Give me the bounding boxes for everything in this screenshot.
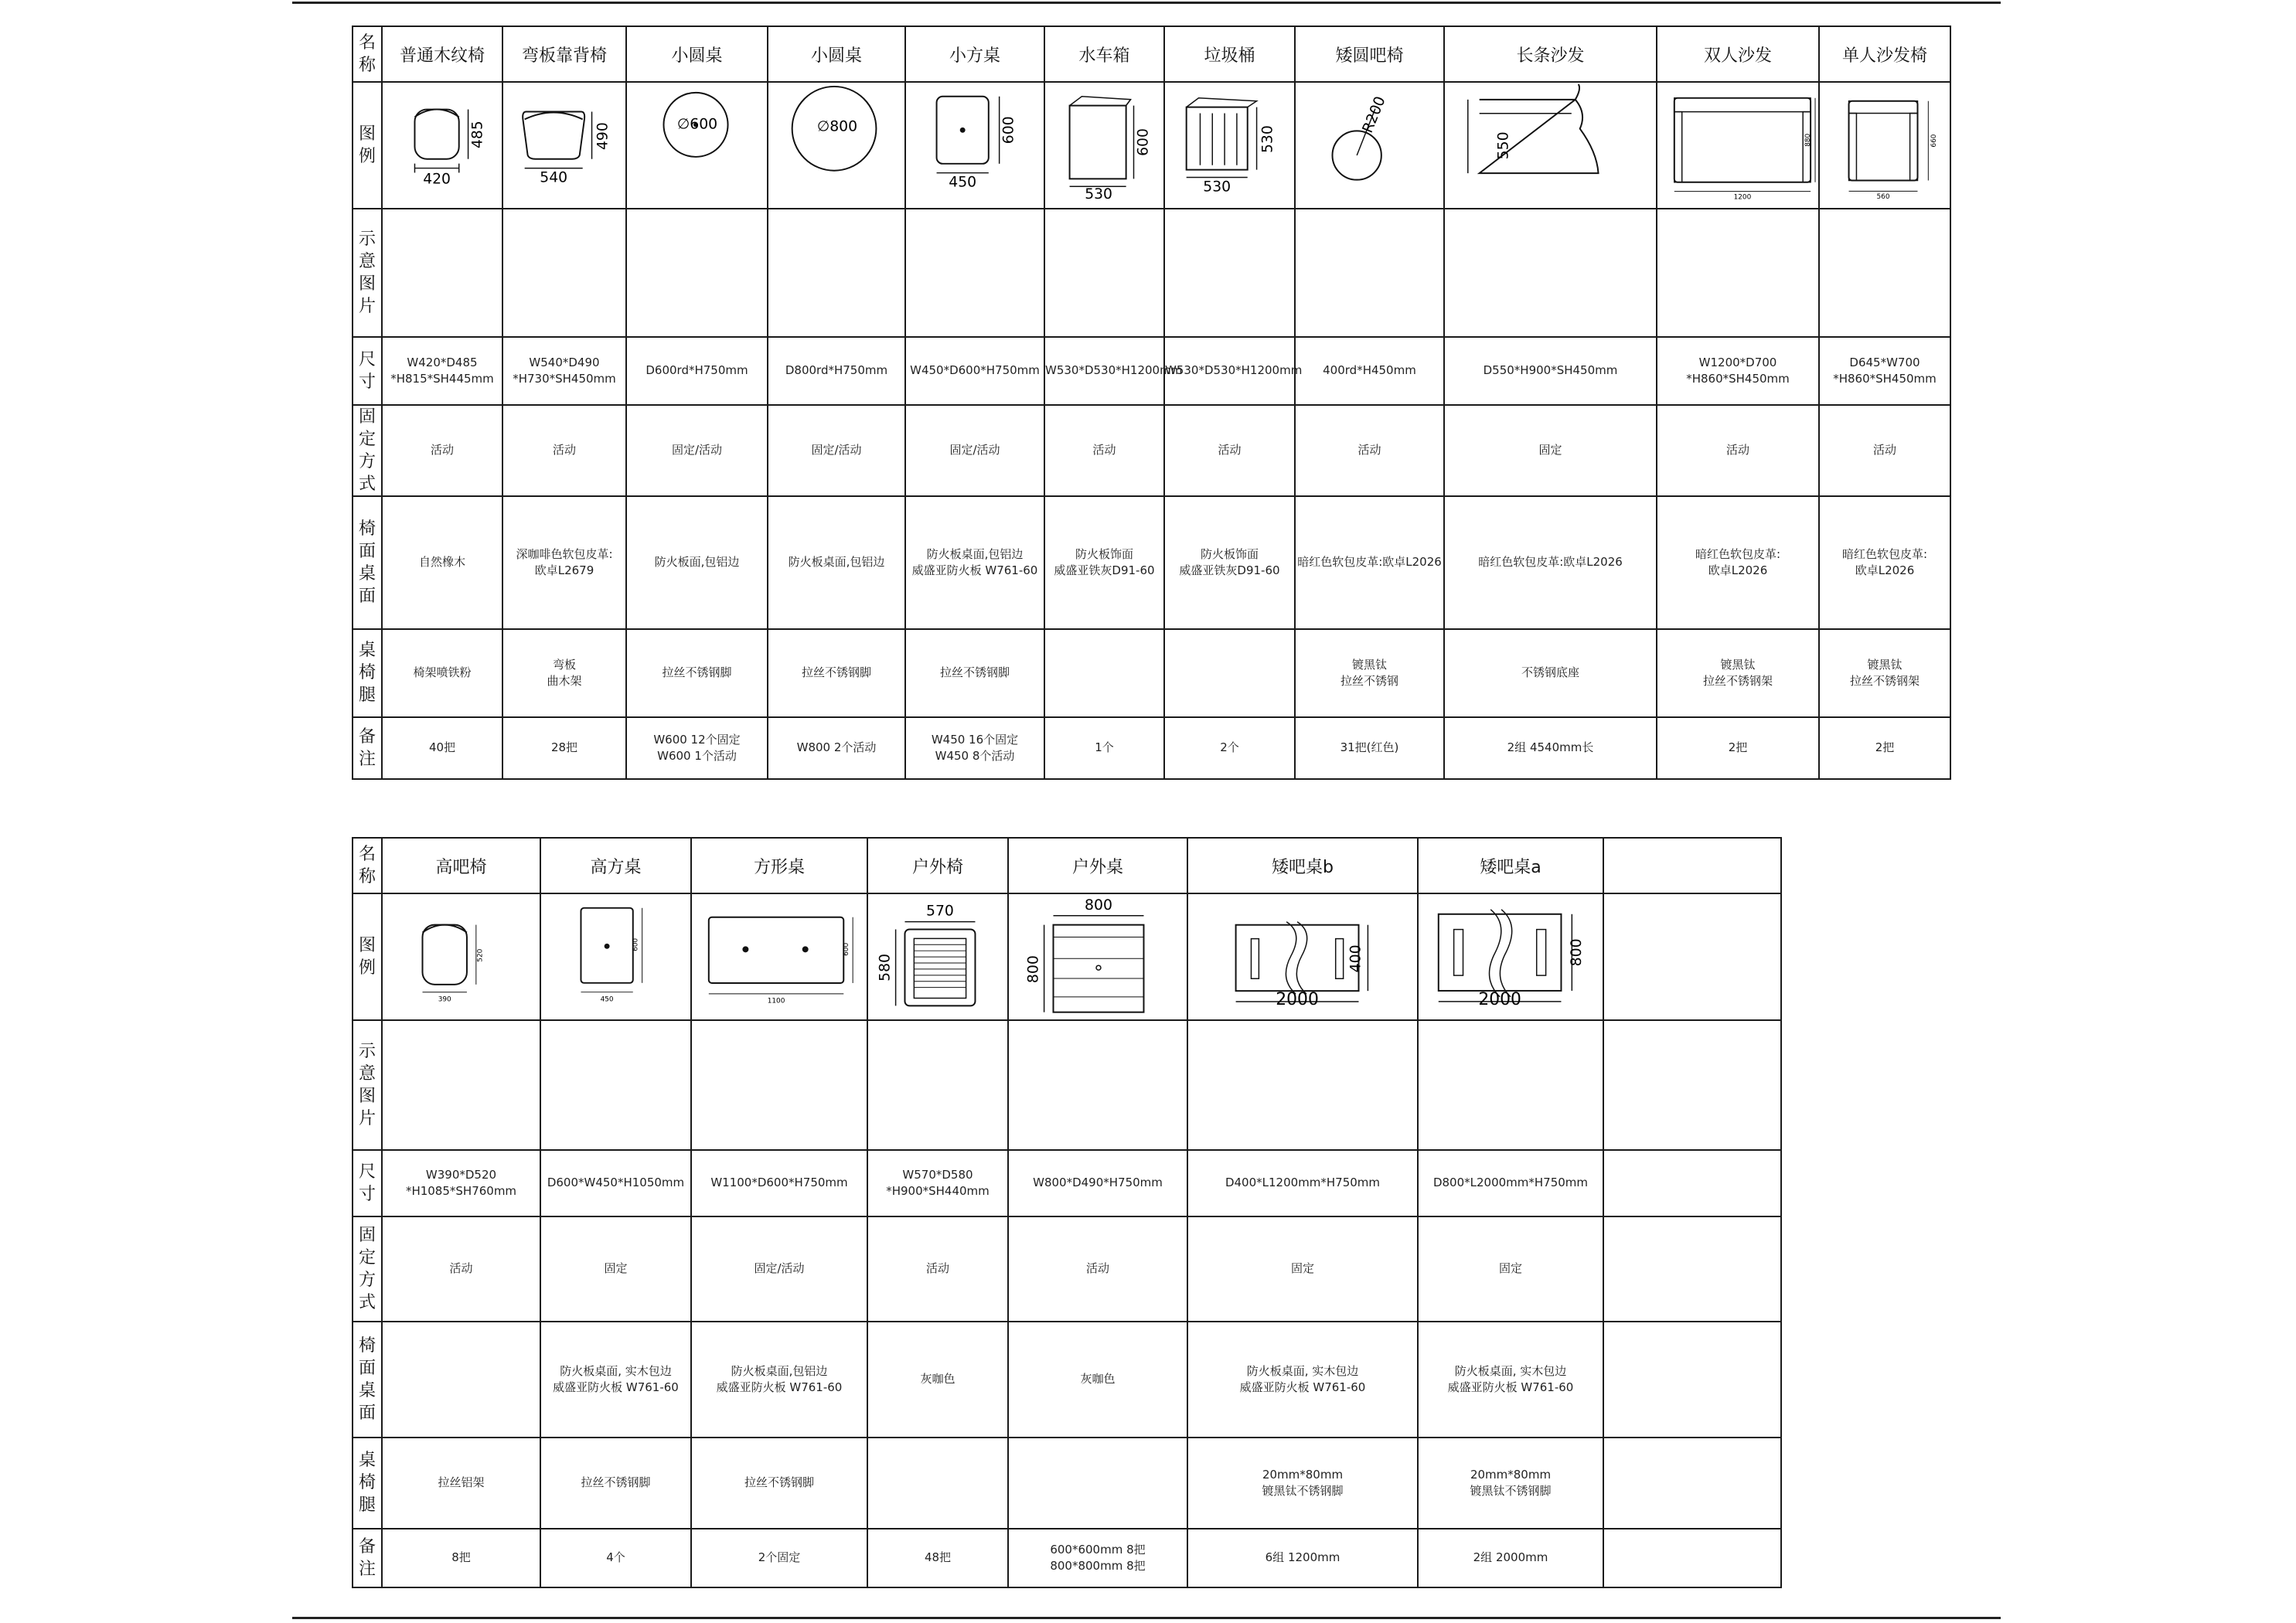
- legs-line: 20mm*80mm: [1262, 1467, 1344, 1482]
- fixing-value: 活动: [449, 1261, 473, 1276]
- round-table-plan-drawing: [627, 83, 767, 207]
- row-fixing: [353, 405, 1950, 496]
- row-legs: [353, 629, 1950, 717]
- row-label-size: 尺 寸: [353, 1150, 382, 1216]
- fixing-value: 活动: [1872, 443, 1896, 458]
- item-name: 双人沙发: [1703, 46, 1772, 66]
- legend-drawing-cell: [502, 82, 626, 209]
- fixing-value: 活动: [552, 443, 576, 458]
- surface-line: 欧卓L2026: [1708, 563, 1768, 577]
- dimension-label: 540: [540, 169, 568, 186]
- notes-line: 6组 1200mm: [1265, 1550, 1340, 1565]
- dimension-label: 580: [877, 954, 894, 982]
- notes-line: 2组 4540mm长: [1507, 740, 1594, 755]
- item-name: 单人沙发椅: [1841, 46, 1927, 66]
- row-label-notes: 备 注: [353, 1529, 382, 1587]
- item-name: 长条沙发: [1516, 46, 1585, 66]
- notes-line: W450 8个活动: [935, 748, 1015, 763]
- size-line: *H860*SH450mm: [1833, 371, 1937, 386]
- legend-drawing-cell: [1164, 82, 1295, 209]
- notes-line: W600 12个固定: [653, 732, 741, 747]
- legend-drawing-cell: [1187, 893, 1418, 1020]
- notes-line: 31把(红色): [1340, 740, 1399, 755]
- legs-line: 拉丝不锈钢架: [1849, 673, 1920, 688]
- row-notes: [353, 1529, 1781, 1587]
- item-name: 高方桌: [590, 857, 642, 877]
- size-line: D800*L2000mm*H750mm: [1432, 1176, 1589, 1190]
- surface-line: 威盛亚防火板 W761-60: [1239, 1380, 1366, 1394]
- legend-drawing-cell: [691, 893, 867, 1020]
- legend-drawing-cell: [382, 82, 502, 209]
- notes-line: W800 2个活动: [796, 740, 877, 755]
- fixing-value: 活动: [1092, 443, 1116, 458]
- row-size: [353, 1150, 1781, 1216]
- notes-line: 600*600mm 8把: [1050, 1542, 1146, 1557]
- row-label-notes: 备 注: [353, 717, 382, 779]
- surface-line: 暗红色软包皮革:欧卓L2026: [1297, 555, 1442, 570]
- dimension-label: 600: [843, 943, 851, 957]
- surface-line: 暗红色软包皮革:欧卓L2026: [1478, 555, 1623, 570]
- fixing-value: 固定: [1498, 1261, 1522, 1276]
- row-photo: [353, 1020, 1781, 1150]
- size-line: *H900*SH440mm: [886, 1183, 990, 1198]
- item-name: 高吧椅: [435, 857, 487, 877]
- dimension-label: 570: [926, 903, 954, 920]
- square-table-plan-drawing: [906, 83, 1044, 207]
- size-line: W420*D485: [407, 355, 478, 369]
- row-surface: [353, 496, 1950, 629]
- dimension-label: 880: [1804, 133, 1813, 147]
- furniture-schedule-table-2: [352, 837, 1782, 1588]
- surface-line: 灰咖色: [1080, 1372, 1116, 1387]
- notes-line: 40把: [428, 740, 456, 755]
- row-legend: [353, 82, 1950, 209]
- size-line: 400rd*H450mm: [1323, 363, 1416, 378]
- legend-drawing-cell: [1044, 82, 1164, 209]
- size-line: W540*D490: [529, 355, 600, 369]
- size-line: *H1085*SH760mm: [405, 1183, 517, 1198]
- item-name: 方形桌: [753, 857, 805, 877]
- row-notes: [353, 717, 1950, 779]
- legend-drawing-cell: [1295, 82, 1444, 209]
- surface-line: 灰咖色: [920, 1372, 956, 1387]
- size-line: D800rd*H750mm: [785, 363, 888, 378]
- legs-line: 弯板: [552, 657, 576, 672]
- row-label-name: 名 称: [353, 838, 382, 893]
- surface-line: 欧卓L2679: [534, 563, 594, 577]
- dimension-label: 485: [469, 121, 486, 149]
- fixing-value: 活动: [925, 1261, 949, 1276]
- legs-line: 拉丝不锈钢脚: [581, 1475, 651, 1490]
- notes-line: 2个固定: [758, 1550, 801, 1565]
- top-frame-line: [292, 2, 2001, 4]
- dimension-label: R200: [1359, 94, 1389, 136]
- size-line: W530*D530*H1200mm: [1165, 363, 1303, 378]
- surface-line: 威盛亚防火板 W761-60: [716, 1380, 843, 1394]
- item-name: 垃圾桶: [1204, 46, 1255, 66]
- round-table-plan-drawing: [768, 83, 904, 207]
- dimension-label: 2000: [1478, 989, 1521, 1009]
- item-name: 小圆桌: [671, 46, 723, 66]
- notes-line: 8把: [451, 1550, 471, 1565]
- furniture-schedule-table-1: [352, 26, 1951, 780]
- item-name: 小圆桌: [810, 46, 862, 66]
- sofa-plan-drawing: [1445, 83, 1656, 208]
- surface-line: 暗红色软包皮革:: [1841, 546, 1928, 561]
- row-label-legend: 图 例: [353, 82, 382, 209]
- legs-line: 拉丝不锈钢脚: [744, 1475, 814, 1490]
- item-name: 户外桌: [1071, 857, 1123, 877]
- chair-plan-drawing: [383, 894, 540, 1019]
- sofa-plan-drawing: [1657, 83, 1818, 207]
- legs-line: 拉丝不锈钢架: [1702, 673, 1773, 688]
- surface-line: 威盛亚铁灰D91-60: [1054, 563, 1155, 577]
- surface-line: 防火板饰面: [1200, 546, 1259, 561]
- dimension-label: 530: [1085, 186, 1112, 203]
- dimension-label: 600: [1135, 128, 1152, 157]
- fixing-value: 活动: [1358, 443, 1381, 458]
- size-line: W570*D580: [902, 1167, 973, 1182]
- dimension-label: 2000: [1276, 990, 1319, 1010]
- legend-drawing-cell: [626, 82, 768, 209]
- size-line: *H860*SH450mm: [1686, 371, 1790, 386]
- fixing-value: 固定/活动: [811, 443, 862, 458]
- item-name: 水车箱: [1078, 46, 1130, 66]
- fixing-value: 固定: [1290, 1261, 1314, 1276]
- dimension-label: 800: [1025, 955, 1042, 984]
- row-fixing: [353, 1216, 1781, 1322]
- surface-line: 欧卓L2026: [1855, 563, 1915, 577]
- notes-line: 2把: [1875, 740, 1895, 755]
- size-line: *H815*SH445mm: [390, 371, 494, 386]
- surface-line: 防火板桌面, 实木包边: [560, 1363, 672, 1378]
- row-name: [353, 26, 1950, 82]
- legs-line: 拉丝不锈钢脚: [939, 665, 1010, 680]
- notes-line: W450 16个固定: [931, 732, 1019, 747]
- notes-line: 28把: [550, 740, 578, 755]
- row-legend: [353, 893, 1781, 1020]
- legs-line: 20mm*80mm: [1470, 1467, 1552, 1482]
- item-name: 弯板靠背椅: [521, 46, 607, 66]
- surface-line: 防火板桌面,包铝边: [731, 1363, 828, 1378]
- dimension-label: 520: [476, 948, 485, 962]
- surface-line: 威盛亚防火板 W761-60: [553, 1380, 679, 1394]
- legs-line: 镀黑钛: [1720, 657, 1756, 672]
- size-line: D600rd*H750mm: [646, 363, 748, 378]
- dimension-label: 800: [1569, 938, 1586, 967]
- item-name: 普通木纹椅: [399, 46, 485, 66]
- stool-plan-drawing: [1296, 83, 1443, 207]
- item-name: 小方桌: [949, 46, 1000, 66]
- surface-line: 威盛亚防火板 W761-60: [1447, 1380, 1574, 1394]
- cart-plan-drawing: [1045, 83, 1163, 207]
- legend-drawing-cell: [382, 893, 540, 1020]
- legs-line: 拉丝不锈钢: [1340, 673, 1398, 688]
- row-label-photo: 示 意 图 片: [353, 209, 382, 337]
- dimension-label: 450: [600, 995, 614, 1004]
- notes-line: 800*800mm 8把: [1050, 1558, 1146, 1573]
- legend-drawing-cell: [1418, 893, 1603, 1020]
- size-line: W800*D490*H750mm: [1033, 1176, 1163, 1190]
- fixing-value: 固定/活动: [754, 1261, 805, 1276]
- legs-line: 拉丝不锈钢脚: [801, 665, 871, 680]
- notes-line: W600 1个活动: [657, 748, 737, 763]
- legend-drawing-cell: [1819, 82, 1950, 209]
- dimension-label: ∅600: [676, 116, 718, 133]
- fixing-value: 活动: [1218, 443, 1242, 458]
- fixing-value: 活动: [1725, 443, 1749, 458]
- legs-line: 拉丝不锈钢脚: [662, 665, 732, 680]
- notes-line: 2组 2000mm: [1473, 1550, 1548, 1565]
- surface-line: 威盛亚防火板 W761-60: [911, 563, 1038, 577]
- size-line: D400*L1200mm*H750mm: [1225, 1176, 1381, 1190]
- size-line: W530*D530*H1200mm: [1045, 363, 1183, 378]
- surface-line: 防火板桌面, 实木包边: [1454, 1363, 1567, 1378]
- dimension-label: 530: [1259, 125, 1276, 154]
- chair-plan-drawing: [383, 83, 502, 207]
- surface-line: 防火板桌面, 实木包边: [1246, 1363, 1359, 1378]
- notes-line: 4个: [606, 1550, 625, 1565]
- surface-line: 防火板面,包铝边: [654, 555, 740, 570]
- dimension-label: 490: [594, 122, 611, 151]
- size-line: W1100*D600*H750mm: [710, 1176, 848, 1190]
- outdoor-table-plan-drawing: [1009, 894, 1187, 1019]
- row-name: [353, 838, 1781, 893]
- size-line: W450*D600*H750mm: [910, 363, 1040, 378]
- row-size: [353, 337, 1950, 405]
- dimension-label: 600: [1000, 116, 1017, 145]
- legend-drawing-cell: [867, 893, 1008, 1020]
- surface-line: 威盛亚铁灰D91-60: [1179, 563, 1280, 577]
- row-label-legend: 图 例: [353, 893, 382, 1020]
- dimension-label: 450: [949, 174, 977, 191]
- legs-line: 镀黑钛不锈钢脚: [1262, 1483, 1344, 1498]
- outdoor-chair-plan-drawing: [868, 894, 1007, 1019]
- row-label-surface: 椅 面 桌 面: [353, 1322, 382, 1438]
- dimension-label: 400: [1347, 944, 1364, 973]
- item-name: 矮吧桌a: [1480, 857, 1541, 877]
- legs-line: 镀黑钛: [1867, 657, 1903, 672]
- size-line: D645*W700: [1849, 355, 1920, 369]
- row-label-size: 尺 寸: [353, 337, 382, 405]
- row-photo: [353, 209, 1950, 337]
- legs-line: 镀黑钛不锈钢脚: [1470, 1483, 1552, 1498]
- fixing-value: 固定: [604, 1261, 628, 1276]
- fixing-value: 固定: [1538, 443, 1562, 458]
- bin-plan-drawing: [1165, 83, 1294, 207]
- size-line: W1200*D700: [1698, 355, 1777, 369]
- legend-drawing-cell: [540, 893, 691, 1020]
- dimension-label: 420: [423, 171, 451, 188]
- fixing-value: 固定/活动: [671, 443, 723, 458]
- dimension-label: 550: [1494, 131, 1512, 160]
- legs-line: 拉丝铝架: [438, 1475, 485, 1490]
- legs-line: 椅架喷铁粉: [413, 665, 472, 680]
- notes-line: 2个: [1220, 740, 1239, 755]
- legend-drawing-cell: [1444, 82, 1657, 209]
- legs-line: 镀黑钛: [1351, 657, 1387, 672]
- bar-table-plan-drawing: [1188, 894, 1417, 1019]
- surface-line: 深咖啡色软包皮革:: [516, 546, 613, 561]
- surface-line: 防火板桌面,包铝边: [788, 555, 885, 570]
- notes-line: 48把: [924, 1550, 952, 1565]
- row-label-photo: 示 意 图 片: [353, 1020, 382, 1150]
- dimension-label: 1100: [767, 997, 785, 1005]
- dimension-label: 390: [438, 995, 451, 1004]
- row-surface: [353, 1322, 1781, 1438]
- dimension-label: 530: [1203, 179, 1231, 196]
- dimension-label: 1200: [1733, 193, 1752, 202]
- surface-line: 防火板桌面,包铝边: [926, 546, 1024, 561]
- square-table-plan-drawing: [541, 894, 690, 1019]
- dimension-label: 660: [1930, 134, 1939, 148]
- legend-drawing-cell: [768, 82, 905, 209]
- fixing-value: 固定/活动: [949, 443, 1000, 458]
- surface-line: 暗红色软包皮革:: [1695, 546, 1781, 561]
- item-name: 户外椅: [911, 857, 963, 877]
- fixing-value: 活动: [430, 443, 454, 458]
- legend-drawing-cell: [1008, 893, 1187, 1020]
- armchair-plan-drawing: [1820, 83, 1950, 207]
- row-label-fixing: 固 定 方 式: [353, 1216, 382, 1322]
- row-label-fixing: 固 定 方 式: [353, 405, 382, 496]
- dimension-label: 800: [1085, 897, 1112, 914]
- row-label-surface: 椅 面 桌 面: [353, 496, 382, 629]
- notes-line: 1个: [1095, 740, 1114, 755]
- surface-line: 自然橡木: [418, 555, 465, 570]
- row-label-legs: 桌 椅 腿: [353, 629, 382, 717]
- surface-line: 防火板饰面: [1075, 546, 1133, 561]
- row-legs: [353, 1438, 1781, 1529]
- size-line: D550*H900*SH450mm: [1483, 363, 1618, 378]
- rect-table-plan-drawing: [692, 894, 867, 1019]
- legs-line: 不锈钢底座: [1521, 665, 1579, 680]
- item-name: 矮吧桌b: [1272, 857, 1334, 877]
- bottom-frame-line: [292, 1617, 2001, 1619]
- row-label-legs: 桌 椅 腿: [353, 1438, 382, 1529]
- size-line: D600*W450*H1050mm: [547, 1176, 685, 1190]
- bar-table-plan-drawing: [1419, 894, 1603, 1019]
- legend-drawing-cell: [905, 82, 1044, 209]
- size-line: W390*D520: [425, 1167, 497, 1182]
- dimension-label: 600: [632, 938, 640, 952]
- legend-drawing-cell: [1657, 82, 1819, 209]
- dimension-label: ∅800: [816, 118, 858, 135]
- row-label-name: 名 称: [353, 26, 382, 82]
- chair-plan-drawing: [503, 83, 625, 207]
- notes-line: 2把: [1728, 740, 1748, 755]
- legs-line: 曲木架: [547, 673, 582, 688]
- dimension-label: 560: [1876, 193, 1890, 202]
- size-line: *H730*SH450mm: [513, 371, 616, 386]
- item-name: 矮圆吧椅: [1335, 46, 1404, 66]
- fixing-value: 活动: [1085, 1261, 1109, 1276]
